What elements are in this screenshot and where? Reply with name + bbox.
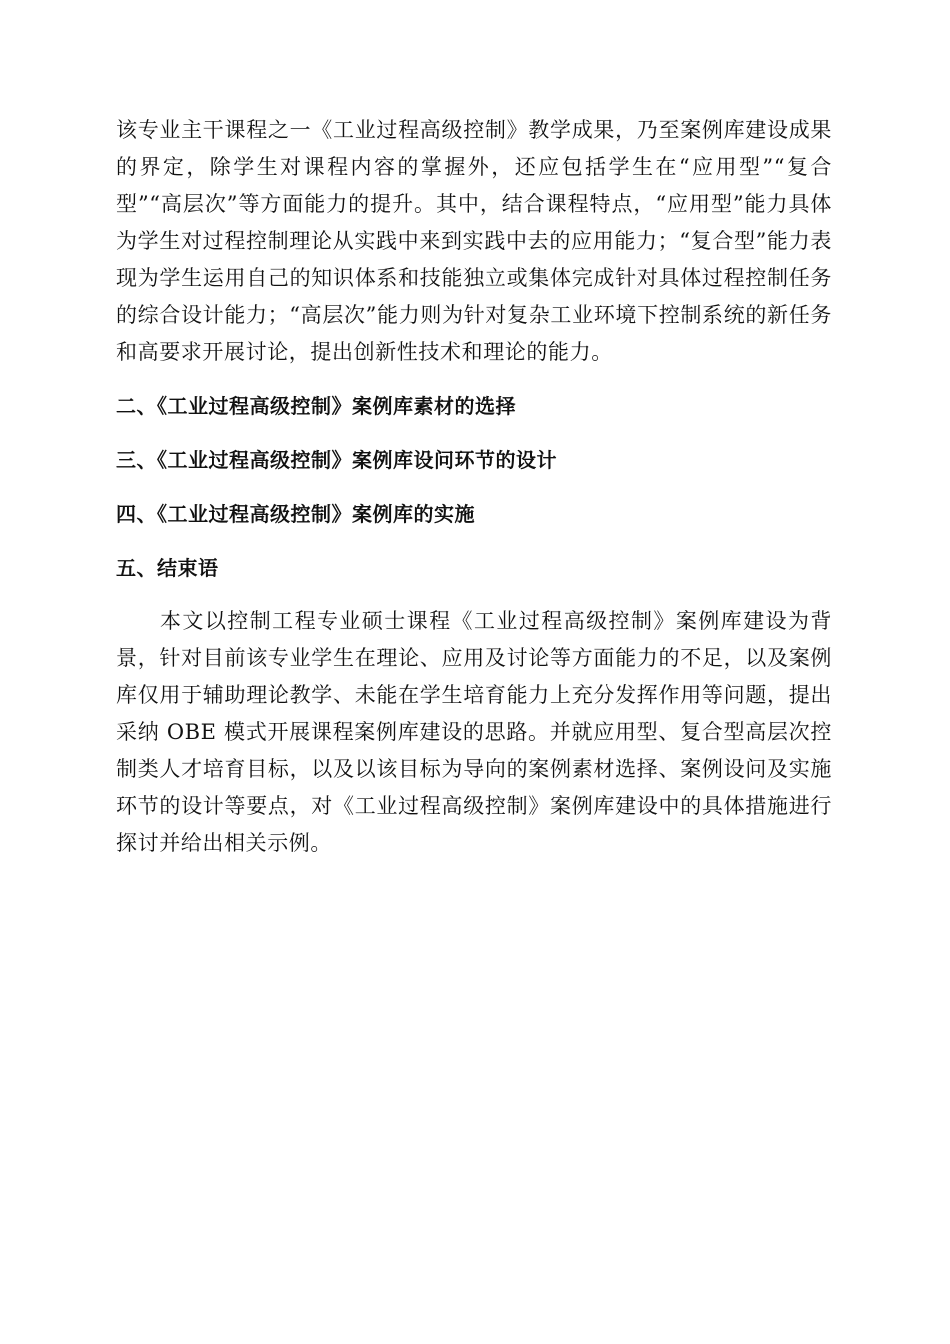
conclusion-paragraph: 本文以控制工程专业硕士课程《工业过程高级控制》案例库建设为背景，针对目前该专业学生在理论、应用及讨论等方面能力的不足，以及案例库仅用于辅助理论教学、未能在学生培育能力上充分发挥作用等问题，提出采纳 OBE 模式开展课程案例库建设的思路。并就应用型、复合型高层次控制类人才培育目标，以及以该目标为导向的案例素材选择、案例设问及实施环节的设计等要点，对《工业过程高级控制》案例库建设中的具体措施进行探讨并给出相关示例。 bbox=[116, 609, 832, 855]
section-heading-4: 四、《工业过程高级控制》案例库的实施 bbox=[116, 502, 475, 526]
body-paragraph-continuation: 该专业主干课程之一《工业过程高级控制》教学成果，乃至案例库建设成果的界定，除学生对课程内容的掌握外，还应包括学生在“应用型”“复合型”“高层次”等方面能力的提升。其中，结合课程特点，“应用型”能力具体为学生对过程控制理论从实践中来到实践中去的应用能力；“复合型”能力表现为学生运用自己的知识体系和技能独立或集体完成针对具体过程控制任务的综合设计能力；“高层次”能力则为针对复杂工业环境下控制系统的新任务和高要求开展讨论，提出创新性技术和理论的能力。 bbox=[116, 118, 832, 364]
section-heading-3: 三、《工业过程高级控制》案例库设问环节的设计 bbox=[116, 448, 557, 472]
section-heading-2: 二、《工业过程高级控制》案例库素材的选择 bbox=[116, 394, 516, 418]
section-heading-5: 五、结束语 bbox=[116, 556, 219, 580]
document-body bbox=[116, 112, 832, 862]
